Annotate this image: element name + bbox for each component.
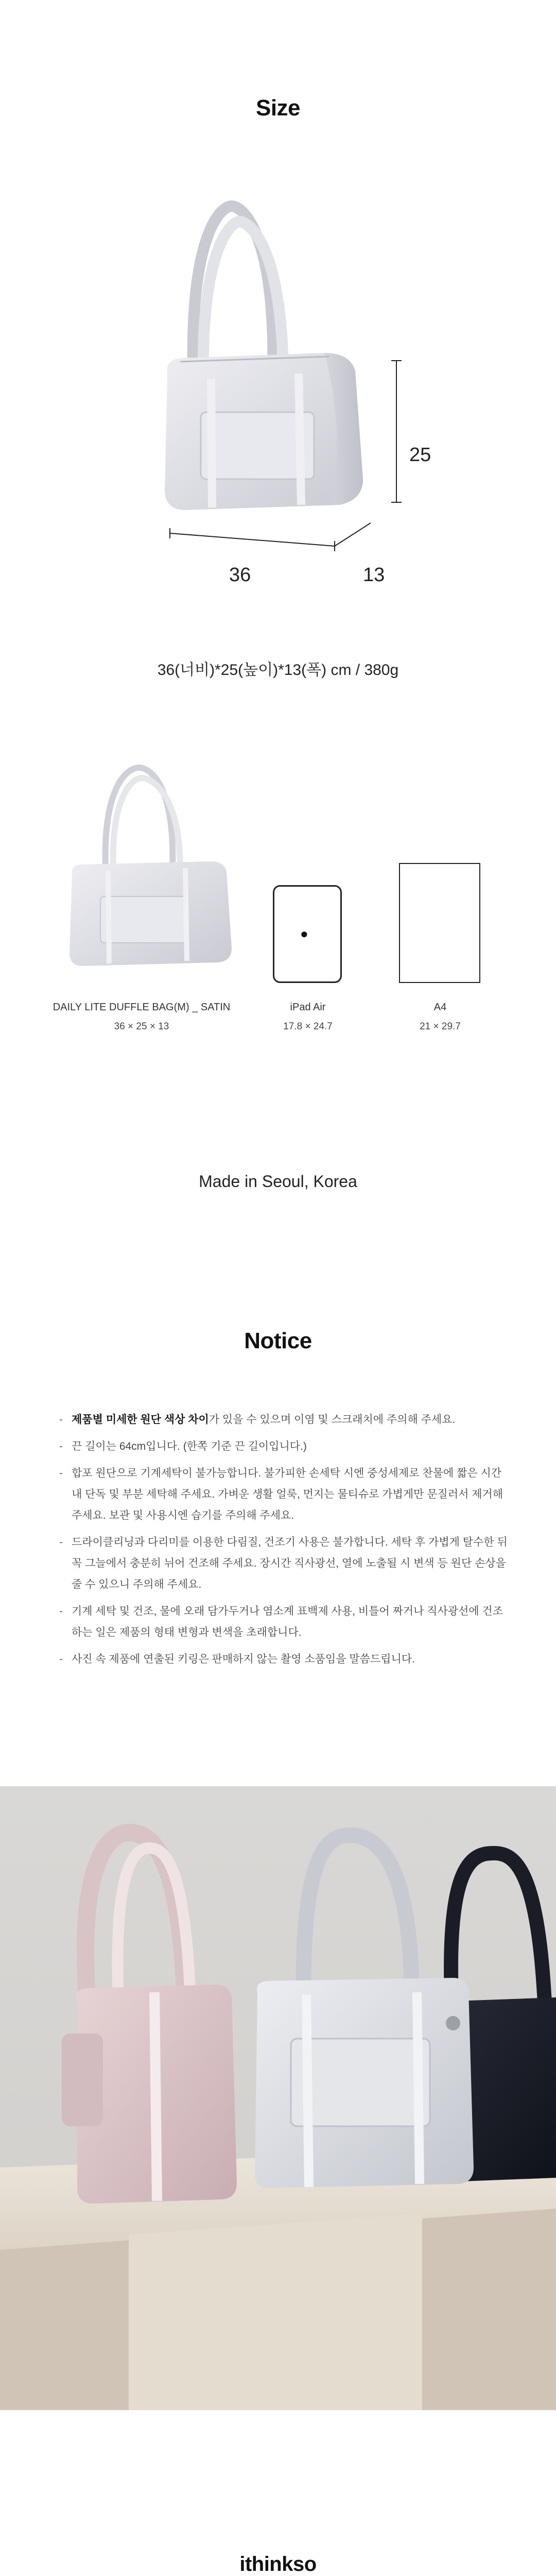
notice-item-text: 드라이클리닝과 다리미를 이용한 다림질, 건조기 사용은 불가합니다. 세탁 후 가볍게 탈수한 뒤 꼭 그늘에서 충분히 뉘어 건조해 주세요. 장시간 직사광선, 열에 노출될 시 변색 등 원단 손상을 줄 수 있으니 주의해 주세요. — [72, 1536, 508, 1590]
compare-ipad-size: 17.8 × 24.7 — [283, 1021, 333, 1032]
brand-logo: ithinkso — [239, 2553, 317, 2575]
size-spec: 36(너비)*25(높이)*13(폭) cm / 380g — [157, 662, 399, 679]
notice-item-text: 끈 길이는 64cm입니다. (한쪽 기준 끈 길이입니다.) — [72, 1440, 307, 1452]
bag-size-diagram — [129, 170, 448, 592]
notice-item-text: 기계 세탁 및 건조, 물에 오래 담가두거나 염소계 표백제 사용, 비틀어 짜거나 직사광선에 건조하는 일은 제품의 형태 변형과 변색을 초래합니다. — [72, 1605, 503, 1638]
notice-item-text: 사진 속 제품에 연출된 키링은 판매하지 않는 촬영 소품임을 말씀드립니다. — [72, 1653, 415, 1665]
width-label: 36 — [229, 564, 251, 586]
depth-label: 13 — [363, 564, 385, 586]
compare-a4-size: 21 × 29.7 — [420, 1021, 461, 1032]
notice-item-text: 합포 원단으로 기계세탁이 불가능합니다. 불가피한 손세탁 시엔 중성세제로 찬물에 짧은 시간 내 단독 및 부분 세탁해 주세요. 가벼운 생활 얼룩, 먼지는 물티슈로 가볍게만 문질러서 제거해 주세요. 보관 및 사용시엔 습기를 주의해 주세요. — [72, 1467, 503, 1521]
notice-item — [59, 1463, 512, 1526]
width-dim-line — [170, 533, 335, 546]
size-title: Size — [255, 95, 301, 121]
notice-item — [59, 1601, 512, 1643]
lifestyle-photo — [0, 1786, 556, 2410]
a4-outline — [399, 863, 480, 983]
compare-bag-size: 36 × 25 × 13 — [114, 1021, 169, 1032]
notice-item — [59, 1532, 512, 1595]
compare-bag-name: DAILY LITE DUFFLE BAG(M) _ SATIN — [53, 1002, 231, 1013]
made-in-label: Made in Seoul, Korea — [199, 1172, 357, 1191]
notice-item — [59, 1649, 512, 1670]
notice-title: Notice — [244, 1328, 312, 1353]
notice-list — [59, 1409, 512, 1675]
height-label: 25 — [409, 444, 431, 466]
apple-icon: ● — [300, 926, 308, 941]
bag-compare-image — [57, 762, 242, 979]
depth-dim-line — [335, 523, 371, 546]
compare-a4-name: A4 — [433, 1002, 447, 1013]
notice-item — [59, 1409, 512, 1430]
notice-item-text: 가 있을 수 있으며 이염 및 스크래치에 주의해 주세요. — [208, 1414, 456, 1426]
ipad-outline — [273, 885, 342, 983]
compare-ipad-name: iPad Air — [290, 1002, 326, 1013]
notice-item-bold: 제품별 미세한 원단 색상 차이 — [72, 1414, 209, 1426]
notice-item — [59, 1436, 512, 1457]
